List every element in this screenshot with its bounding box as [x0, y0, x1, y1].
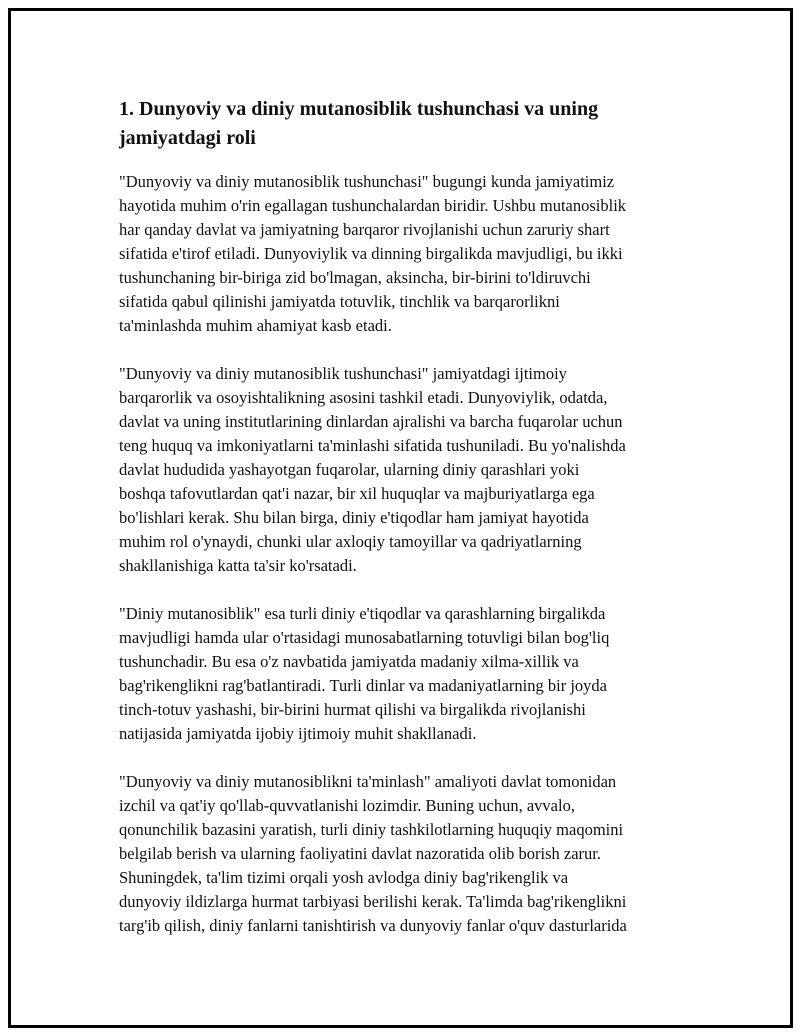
section-heading [119, 95, 709, 153]
text-line: dunyoviy ildizlarga hurmat tarbiyasi berilishi kerak. Ta'limda bag'rikenglikni [119, 892, 627, 911]
text-line: tinch-totuv yashashi, bir-birini hurmat qilishi va birgalikda rivojlanishi [119, 700, 586, 719]
text-line: Shuningdek, ta'lim tizimi orqali yosh avlodga diniy bag'rikenglik va [119, 868, 569, 887]
text-line: bo'lishlari kerak. Shu bilan birga, diniy e'tiqodlar ham jamiyat hayotida [119, 508, 589, 527]
text-line: "Dunyoviy va diniy mutanosiblik tushunchasi" jamiyatdagi ijtimoiy [119, 364, 567, 383]
text-line: qonunchilik bazasini yaratish, turli diniy tashkilotlarning huquqiy maqomini [119, 820, 624, 839]
document-content [119, 95, 709, 962]
text-line: ta'minlashda muhim ahamiyat kasb etadi. [119, 316, 392, 335]
paragraph-4 [119, 770, 709, 938]
text-line: izchil va qat'iy qo'llab-quvvatlanishi lozimdir. Buning uchun, avvalo, [119, 796, 575, 815]
text-line: "Dunyoviy va diniy mutanosiblik tushunchasi" bugungi kunda jamiyatimiz [119, 172, 615, 191]
paragraph-1 [119, 170, 709, 338]
text-line: "Diniy mutanosiblik" esa turli diniy e'tiqodlar va qarashlarning birgalikda [119, 604, 606, 623]
text-line: har qanday davlat va jamiyatning barqaror rivojlanishi uchun zaruriy shart [119, 220, 610, 239]
text-line: hayotida muhim o'rin egallagan tushunchalardan biridir. Ushbu mutanosiblik [119, 196, 627, 215]
text-line: tushunchadir. Bu esa o'z navbatida jamiyatda madaniy xilma-xillik va [119, 652, 579, 671]
text-line: mavjudligi hamda ular o'rtasidagi munosabatlarning totuvligi bilan bog'liq [119, 628, 610, 647]
text-line: bag'rikenglikni rag'batlantiradi. Turli dinlar va madaniyatlarning bir joyda [119, 676, 607, 695]
text-line: sifatida e'tirof etiladi. Dunyoviylik va dinning birgalikda mavjudligi, bu ikki [119, 244, 623, 263]
text-line: tushunchaning bir-biriga zid bo'lmagan, aksincha, bir-birini to'ldiruvchi [119, 268, 591, 287]
paragraph-3 [119, 602, 709, 746]
text-line: natijasida jamiyatda ijobiy ijtimoiy muhit shakllanadi. [119, 724, 477, 743]
text-line: shakllanishiga katta ta'sir ko'rsatadi. [119, 556, 357, 575]
paragraph-2 [119, 362, 709, 578]
text-line: teng huquq va imkoniyatlarni ta'minlashi sifatida tushuniladi. Bu yo'nalishda [119, 436, 626, 455]
text-line: barqarorlik va osoyishtalikning asosini tashkil etadi. Dunyoviylik, odatda, [119, 388, 608, 407]
text-line: boshqa tafovutlardan qat'i nazar, bir xil huquqlar va majburiyatlarga ega [119, 484, 595, 503]
text-line: muhim rol o'ynaydi, chunki ular axloqiy tamoyillar va qadriyatlarning [119, 532, 582, 551]
document-page [8, 8, 793, 1028]
text-line: davlat hududida yashayotgan fuqarolar, ularning diniy qarashlari yoki [119, 460, 580, 479]
text-line: sifatida qabul qilinishi jamiyatda totuvlik, tinchlik va barqarorlikni [119, 292, 560, 311]
heading-line: jamiyatdagi roli [119, 127, 256, 149]
heading-line: 1. Dunyoviy va diniy mutanosiblik tushunchasi va uning [119, 98, 599, 120]
text-line: belgilab berish va ularning faoliyatini davlat nazoratida olib borish zarur. [119, 844, 602, 863]
text-line: davlat va uning institutlarining dinlardan ajralishi va barcha fuqarolar uchun [119, 412, 623, 431]
text-line: targ'ib qilish, diniy fanlarni tanishtirish va dunyoviy fanlar o'quv dasturlarida [119, 916, 627, 935]
text-line: "Dunyoviy va diniy mutanosiblikni ta'minlash" amaliyoti davlat tomonidan [119, 772, 617, 791]
